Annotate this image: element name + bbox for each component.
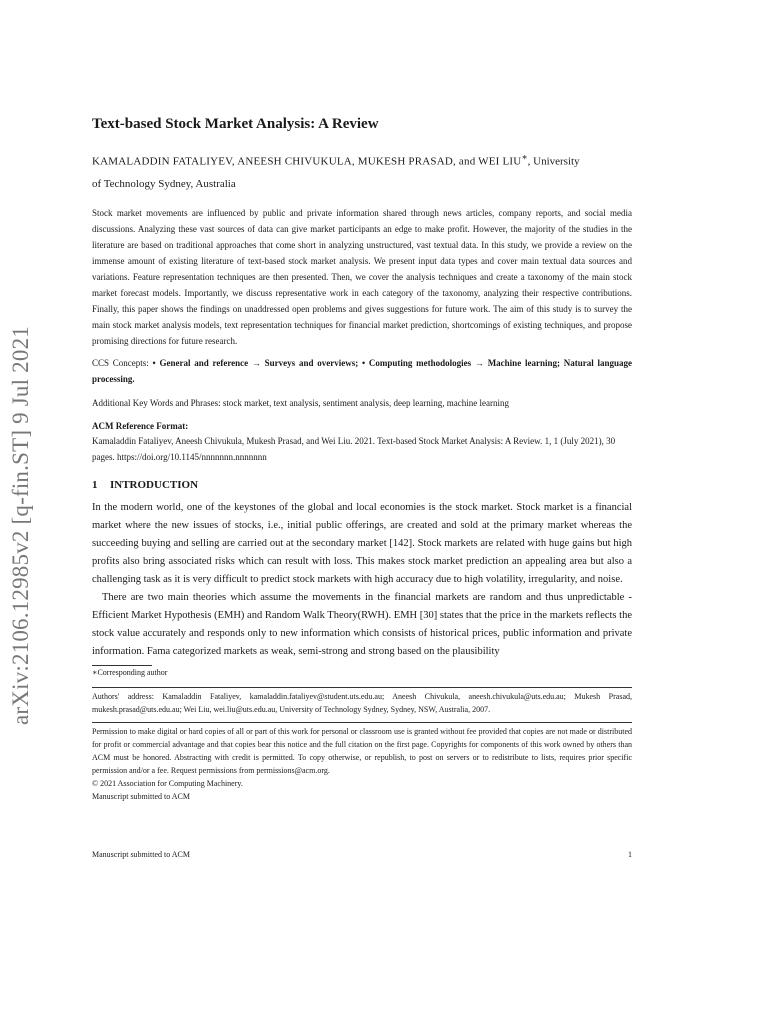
intro-paragraph-2: There are two main theories which assume the movements in the financial markets are random and thus unpredictable - Efficient Market Hypothesis (EMH) and Random Walk Theory(RWH). EMH [30] states that the price in the markets reflects the stock value accurately and responds only to new information which consists of historical prices, public information and private information. Fama categorized markets as weak, semi-strong and strong based on the plausibility (92, 591, 632, 657)
author-block (92, 146, 632, 195)
abstract: Stock market movements are influenced by public and private information shared through news articles, company reports, and social media discussions. Analyzing these vast sources of data can give market participants an edge to make profit. However, the majority of the studies in the literature are based on traditional approaches that come short in analyzing unstructured, vast textual data. In this study, we provide a review on the immense amount of existing literature of text-based stock market analysis. We present input data types and cover main textual data sources and variations. Feature representation techniques are then presented. Then, we cover the analysis techniques and create a taxonomy of the main stock market forecast models. Importantly, we discuss representative work in each category of the taxonomy, analyzing their respective contributions. Finally, this paper shows the findings on unaddressed open problems and gives suggestions for future work. The aim of this study is to survey the main stock market analysis models, text representation techniques for financial market prediction, shortcomings of existing techniques, and propose promising directions for future research. (92, 207, 632, 346)
corresponding-mark: ∗ (521, 152, 528, 162)
ccs-concept-list: • General and reference → Surveys and overviews; • Computing methodologies → Machine learning; Natural language processing. (92, 357, 632, 384)
author-names: KAMALADDIN FATALIYEV, ANEESH CHIVUKULA, MUKESH PRASAD, and WEI LIU (92, 155, 522, 168)
intro-paragraph-1: In the modern world, one of the keystones of the global and local economies is the stock market. Stock market is a financial market where the new issues of stocks, i.e., initial public offerings, are created and sold at the primary market whereas the succeeding buying and selling are carried out at the secondary market [142]. Stock markets are related with huge gains but high profits also bring associated risks which can result with loss. This makes stock market prediction an appealing area but also a challenging task as it is very difficult to predict stock markets with high accuracy due to high volatility, irregularity, and noise. (92, 501, 632, 585)
authors-address: Authors' address: Kamaladdin Fataliyev, kamaladdin.fataliyev@student.uts.edu.au; Aneesh Chivukula, aneesh.chivukula@uts.edu.au; Mukesh Prasad, mukesh.prasad@uts.edu.au; Wei Liu, wei.liu@uts.edu.au, University of Technology Sydney, Sydney, NSW, Australia, 2007. (92, 691, 632, 714)
ccs-prefix: CCS Concepts: (92, 357, 153, 368)
corresponding-author-footnote: ∗Corresponding author (92, 667, 168, 677)
reference-format-body: Kamaladdin Fataliyev, Aneesh Chivukula, Mukesh Prasad, and Wei Liu. 2021. Text-based Stock Market Analysis: A Review. 1, 1 (July 2021), 30 pages. https://doi.org/10.1145/nnnnnnn.nnnnnnn (92, 435, 616, 462)
affiliation-continued: of Technology Sydney, Australia (92, 177, 236, 190)
affiliation-inline: , University (527, 155, 580, 168)
section-title: INTRODUCTION (110, 478, 199, 491)
paper-page (92, 114, 632, 803)
address-divider (92, 687, 632, 688)
page-footer (92, 850, 632, 859)
page-number: 1 (628, 850, 632, 859)
copyright-line: © 2021 Association for Computing Machinery. (92, 778, 243, 788)
manuscript-note: Manuscript submitted to ACM (92, 791, 190, 801)
reference-format-heading: ACM Reference Format: (92, 420, 189, 431)
arxiv-sidebar-stamp: arXiv:2106.12985v2 [q-fin.ST] 9 Jul 2021 (8, 326, 33, 725)
section-number: 1 (92, 478, 98, 491)
footnote-divider (92, 665, 152, 666)
permission-notice: Permission to make digital or hard copies of all or part of this work for personal or classroom use is granted without fee provided that copies are not made or distributed for profit or commercial advantage and that copies bear this notice and the full citation on the first page. Copyrights for components of this work owned by others than ACM must be honored. Abstracting with credit is permitted. To copy otherwise, or republish, to post on servers or to redistribute to lists, requires prior specific permission and/or a fee. Request permissions from permissions@acm.org. (92, 726, 632, 775)
paper-title: Text-based Stock Market Analysis: A Review (92, 116, 379, 132)
footer-manuscript: Manuscript submitted to ACM (92, 850, 190, 859)
additional-keywords: Additional Key Words and Phrases: stock market, text analysis, sentiment analysis, deep learning, machine learning (92, 397, 510, 408)
ccs-concepts (92, 355, 632, 387)
permission-divider (92, 722, 632, 723)
section-heading (92, 477, 632, 493)
